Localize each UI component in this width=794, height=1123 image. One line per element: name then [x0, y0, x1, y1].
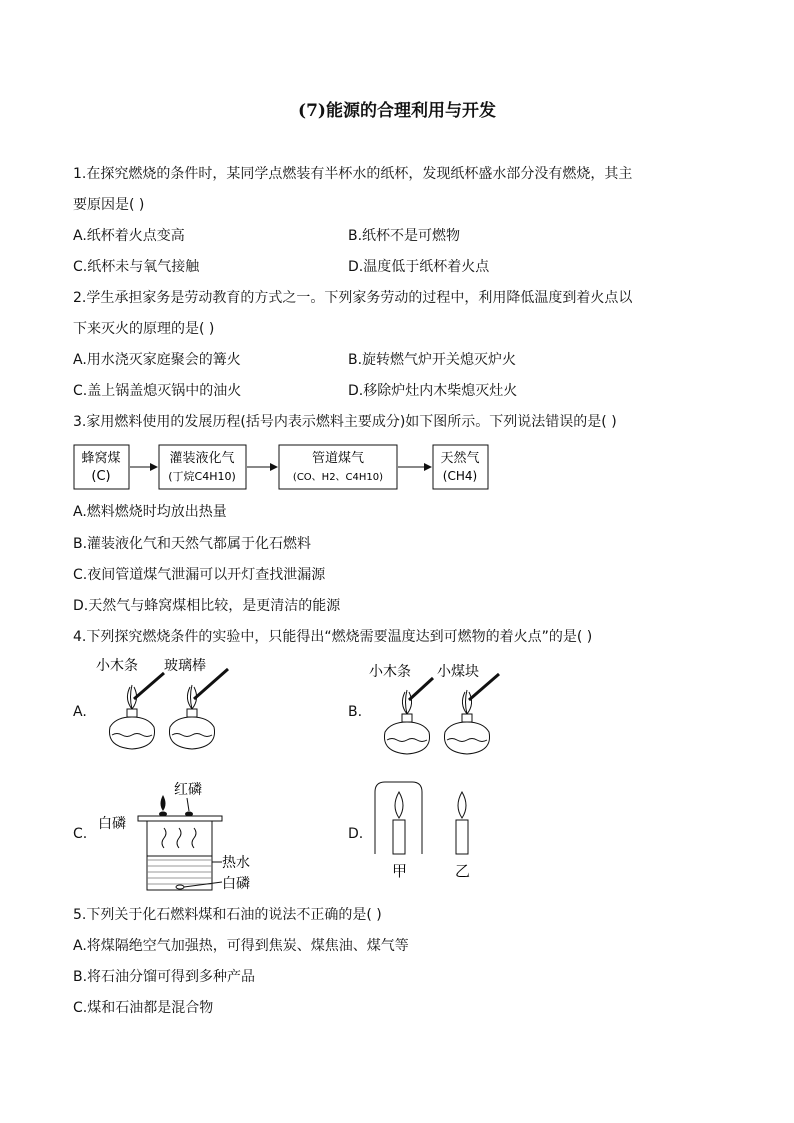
fig-c-label-hot-water: 热水 [222, 855, 250, 871]
red-phosphorus-on-plate [185, 812, 193, 817]
q3-option-d: D.天然气与蜂窝煤相比较，是更清洁的能源 [73, 598, 341, 614]
fig-c-label-white-phosphorus-bottom: 白磷 [222, 876, 250, 892]
steam [162, 828, 196, 848]
flow-box3-comp: (CO、H2、C4H10) [292, 472, 384, 483]
white-phosphorus-in-water [176, 885, 184, 889]
fig-c-label-red-phosphorus: 红磷 [174, 782, 202, 798]
white-phosphorus-on-plate [159, 812, 167, 817]
q3-option-b: B.灌装液化气和天然气都属于化石燃料 [73, 536, 312, 552]
alcohol-lamp-right-b [444, 690, 489, 754]
flame [161, 795, 166, 811]
fuel-history-flowchart [73, 443, 493, 491]
q2-option-c: C.盖上锅盖熄灭锅中的油火 [73, 383, 242, 399]
flow-box4-name: 天然气 [440, 451, 480, 466]
fig-a-label-wood-stick: 小木条 [96, 658, 138, 674]
fig-c-label-white-phosphorus-top: 白磷 [98, 816, 126, 832]
q1-option-d: D.温度低于纸杯着火点 [348, 259, 490, 275]
flow-box4-comp: (CH4) [442, 469, 478, 483]
q4-stem: 4.下列探究燃烧条件的实验中，只能得出“燃烧需要温度达到可燃物的着火点”的是( ) [73, 629, 593, 645]
fig-a-label-glass-rod: 玻璃棒 [164, 658, 206, 674]
q3-stem: 3.家用燃料使用的发展历程(括号内表示燃料主要成分)如下图所示。下列说法错误的是( ) [73, 414, 617, 430]
copper-plate [138, 816, 222, 821]
flow-box1-name: 蜂窝煤 [81, 451, 121, 466]
q2-option-b: B.旋转燃气炉开关熄灭炉火 [348, 352, 517, 368]
q1-option-c: C.纸杯未与氧气接触 [73, 259, 200, 275]
q5-stem: 5.下列关于化石燃料煤和石油的说法不正确的是( ) [73, 907, 382, 923]
figure-a-alcohol-lamps [92, 655, 242, 755]
candle-jia [393, 820, 405, 854]
q3-option-a: A.燃料燃烧时均放出热量 [73, 504, 227, 520]
flow-box2-comp: (丁烷C4H10) [168, 470, 236, 483]
q3-option-c: C.夜间管道煤气泄漏可以开灯查找泄漏源 [73, 567, 326, 583]
q2-stem-line1: 2.学生承担家务是劳动教育的方式之一。下列家务劳动的过程中，利用降低温度到着火点以 [73, 290, 633, 306]
water-hatching [147, 860, 212, 884]
q1-stem-line1: 1.在探究燃烧的条件时，某同学点燃装有半杯水的纸杯，发现纸杯盛水部分没有燃烧，其主 [73, 166, 633, 182]
flow-box2-name: 灌装液化气 [169, 451, 235, 466]
q2-option-a: A.用水浇灭家庭聚会的篝火 [73, 352, 241, 368]
q1-stem-line2: 要原因是( ) [73, 197, 145, 213]
fig-b-label-wood-stick: 小木条 [369, 664, 411, 680]
red-phosphorus-pointer [187, 798, 189, 811]
page-title: (7)能源的合理利用与开发 [298, 101, 496, 121]
q5-option-b: B.将石油分馏可得到多种产品 [73, 969, 256, 985]
fig-d-label-yi: 乙 [455, 862, 471, 880]
alcohol-lamp-left-b [384, 690, 429, 754]
alcohol-lamp-left [109, 685, 154, 749]
flame-jia [395, 792, 403, 818]
alcohol-lamp-right [169, 685, 214, 749]
candle-yi [456, 820, 468, 854]
fig-b-label-coal-block: 小煤块 [437, 664, 479, 680]
q2-option-d: D.移除炉灶内木柴熄灭灶火 [348, 383, 518, 399]
q5-option-c: C.煤和石油都是混合物 [73, 1000, 214, 1016]
q2-stem-line2: 下来灭火的原理的是( ) [73, 321, 215, 337]
q4-option-b-label: B. [348, 704, 363, 720]
wood-stick [134, 673, 164, 699]
figure-c-beaker [92, 778, 272, 896]
q4-option-a-label: A. [73, 704, 87, 720]
q4-option-d-label: D. [348, 826, 364, 842]
q4-option-c-label: C. [73, 826, 88, 842]
white-phosphorus-pointer [184, 882, 222, 887]
fig-d-label-jia: 甲 [392, 862, 408, 880]
q1-option-b: B.纸杯不是可燃物 [348, 228, 461, 244]
wood-stick-b [409, 678, 433, 700]
flow-box3-name: 管道煤气 [311, 451, 365, 466]
q5-option-a: A.将煤隔绝空气加强热，可得到焦炭、煤焦油、煤气等 [73, 938, 409, 954]
q1-option-a: A.纸杯着火点变高 [73, 228, 185, 244]
flow-box1-comp: (C) [91, 469, 111, 484]
figure-d-candles [370, 780, 490, 884]
figure-b-alcohol-lamps [367, 660, 517, 760]
flame-yi [458, 792, 466, 818]
